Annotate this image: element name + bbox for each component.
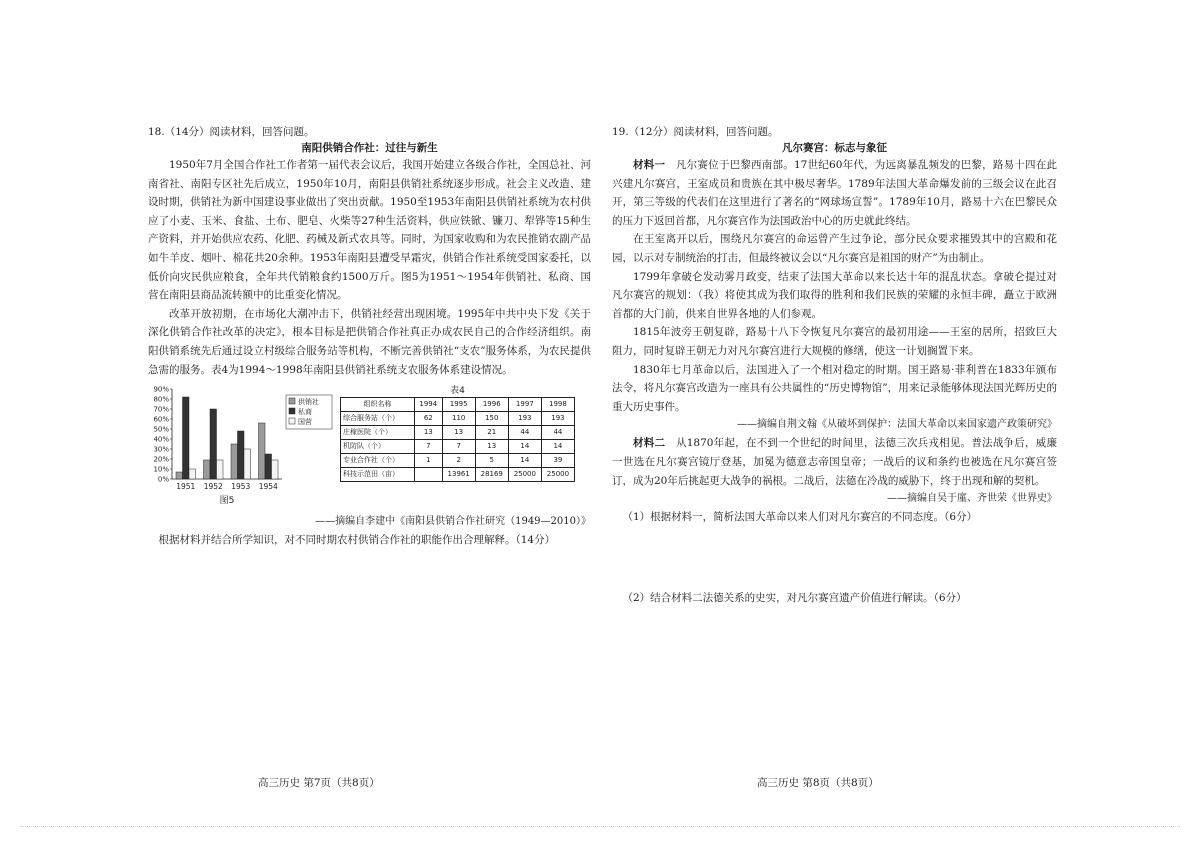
bar — [238, 431, 245, 479]
y-tick-label: 20% — [153, 455, 169, 464]
y-tick-label: 80% — [153, 395, 169, 404]
table-cell: 13 — [414, 426, 442, 440]
bar — [183, 397, 190, 479]
q19-task-1: （1）根据材料一，简析法国大革命以来人们对凡尔赛宫的不同态度。（6分） — [622, 511, 978, 524]
bar — [210, 409, 217, 479]
scan-edge-line — [20, 826, 1180, 827]
table-row — [341, 468, 575, 482]
q19-material-1-paragraph-4: 1815年波旁王朝复辟，路易十八下令恢复凡尔赛宫的最初用途——王室的居所，招致巨大阻力，同时复辟王朝无力对凡尔赛宫进行大规模的修缮，使这一计划搁置下来。 — [612, 326, 1057, 357]
table-header-cell: 1995 — [442, 398, 475, 412]
table-header-cell: 组织名称 — [341, 398, 415, 412]
table-cell — [414, 468, 442, 482]
table-4-title: 表4 — [450, 386, 465, 397]
figure-5-caption: 图5 — [219, 496, 235, 507]
table-cell: 193 — [541, 412, 574, 426]
q19-title: 凡尔赛宫：标志与象征 — [782, 142, 887, 154]
legend-swatch — [289, 408, 295, 414]
table-4-grid — [340, 397, 575, 482]
table-cell: 7 — [414, 440, 442, 454]
legend-swatch — [289, 398, 295, 404]
table-cell: 150 — [475, 412, 508, 426]
table-cell: 13 — [475, 440, 508, 454]
x-tick-label: 1953 — [231, 482, 251, 492]
bar — [244, 449, 251, 479]
table-cell: 14 — [541, 440, 574, 454]
q19-task-2: （2）结合材料二法德关系的史实，对凡尔赛宫遗产价值进行解读。（6分） — [622, 591, 967, 604]
q18-title: 南阳供销合作社：过往与新生 — [301, 142, 438, 154]
material-2-label: 材料二 — [633, 437, 666, 450]
y-tick-label: 70% — [153, 405, 169, 414]
q19-header: 19.（12分）阅读材料，回答问题。 — [612, 126, 779, 138]
table-cell: 庄稼医院（个） — [341, 426, 415, 440]
table-cell: 62 — [414, 412, 442, 426]
table-cell: 25000 — [541, 468, 574, 482]
bar — [231, 444, 238, 479]
table-cell: 110 — [442, 412, 475, 426]
q19-material-1-paragraph-2: 在王室离开以后，围绕凡尔赛宫的命运曾产生过争论，部分民众要求摧毁其中的宫殿和花园，以示对专制统治的打击，但最终被议会以“凡尔赛宫是祖国的财产”为由制止。 — [612, 233, 1057, 264]
table-cell: 28169 — [475, 468, 508, 482]
bar — [204, 460, 211, 479]
table-header-cell: 1994 — [414, 398, 442, 412]
y-tick-label: 90% — [153, 385, 169, 394]
table-cell: 193 — [508, 412, 541, 426]
table-cell: 14 — [508, 440, 541, 454]
y-tick-label: 50% — [153, 425, 169, 434]
q18-task: 根据材料并结合所学知识，对不同时期农村供销合作社的职能作出合理解释。（14分） — [158, 534, 556, 547]
page-footer-right: 高三历史 第8页（共8页） — [757, 777, 879, 789]
table-header-row — [341, 398, 575, 412]
table-cell: 5 — [475, 454, 508, 468]
q19-citation-2: ——摘编自吴于廑、齐世荣《世界史》 — [887, 493, 1057, 505]
bar — [265, 454, 272, 479]
y-tick-label: 40% — [153, 435, 169, 444]
x-tick-label: 1951 — [176, 482, 196, 492]
table-row — [341, 426, 575, 440]
x-tick-label: 1952 — [203, 482, 223, 492]
table-cell: 7 — [442, 440, 475, 454]
table-cell: 21 — [475, 426, 508, 440]
table-4 — [340, 383, 575, 482]
q19-citation-1: ——摘编自荆文翰《从破坏到保护：法国大革命以来国家遗产政策研究》 — [737, 419, 1057, 431]
q19-material-1-paragraph-5: 1830年七月革命以后，法国进入了一个相对稳定的时期。国王路易·菲利普在1833年颁布法令，将凡尔赛宫改造为一座具有公共属性的“历史博物馆”，用来记录能够体现法国光辉历史的重大历史事件。 — [612, 363, 1057, 413]
q18-header: 18.（14分）阅读材料，回答问题。 — [148, 126, 315, 138]
bar — [176, 472, 183, 479]
table-cell: 44 — [541, 426, 574, 440]
bar — [259, 423, 266, 479]
y-tick-label: 30% — [153, 445, 169, 454]
table-cell: 综合服务站（个） — [341, 412, 415, 426]
bar — [217, 460, 224, 479]
table-cell: 25000 — [508, 468, 541, 482]
q19-material-2 — [612, 434, 1057, 490]
material-1-label: 材料一 — [633, 159, 666, 171]
q18-figures — [148, 383, 591, 513]
legend-label: 国营 — [298, 418, 312, 427]
q18-paragraph-1: 1950年7月全国合作社工作者第一届代表会议后，我国开始建立各级合作社，全国总社、河南省社、南阳专区社先后成立，1950年10月，南阳县供销社系统逐步形成。社会主义改造、建设时期，供销社为新中国建设事业做出了突出贡献。1950至1953年南阳县供销社系统为农村供应了小麦、玉米、食盐、土布、肥皂、火柴等27种生活资料，供应铁锨、镰刀、犁铧等15种生产资料，并开始供应农药、化肥、药械及新式农具等。同时，为国家收购和为农民推销农副产品如牛羊皮、烟叶、棉花共20余种。1953年南阳县遭受旱霜灾，供销合作社系统受国家委托，以低价向灾民供应粮食，全年共代销粮食约1500万斤。图5为1951～1954年供销社、私商、国营在南阳县商品流转额中的比重变化情况。 — [148, 159, 591, 302]
question-18 — [148, 124, 591, 550]
table-header-cell: 1997 — [508, 398, 541, 412]
legend-label: 私商 — [298, 408, 312, 417]
q19-material-1-paragraph-3: 1799年拿破仑发动雾月政变，结束了法国大革命以来长达十年的混乱状态。拿破仑提过对凡尔赛宫的规划：（我）将使其成为我们取得的胜利和我们民族的荣耀的永恒丰碑，矗立于欧洲首都的大门前，供来自世界各地的人们参观。 — [612, 270, 1057, 320]
table-cell: 14 — [508, 454, 541, 468]
table-header-cell: 1998 — [541, 398, 574, 412]
q18-paragraph-2: 改革开放初期，在市场化大潮冲击下，供销社经营出现困境。1995年中共中央下发《关于深化供销合作社改革的决定》，根本目标是把供销合作社真正办成农民自己的合作经济组织。南阳供销系统先后通过设立村级综合服务站等机构，不断完善供销社“支农”服务体系，为农民提供急需的服务。表4为1994～1998年南阳县供销社系统支农服务体系建设情况。 — [148, 307, 591, 376]
table-cell: 1 — [414, 454, 442, 468]
material-2-text: 从1870年起，在不到一个世纪的时间里，法德三次兵戎相见。普法战争后，威廉一世选在凡尔赛宫镜厅登基，加冕为德意志帝国皇帝；一战后的议和条约也被选在凡尔赛宫签订，成为20年后挑起更大战争的祸根。二战后，法德在冷战的威胁下，终于出现和解的契机。 — [612, 437, 1058, 487]
y-tick-label: 0% — [157, 475, 169, 484]
q19-material-1-paragraph-1 — [612, 156, 1057, 230]
table-cell: 机防队（个） — [341, 440, 415, 454]
question-19 — [612, 124, 1057, 607]
x-tick-label: 1954 — [258, 482, 278, 492]
q18-citation: ——摘编自李建中《南阳县供销合作社研究（1949—2010）》 — [315, 516, 591, 528]
table-row — [341, 454, 575, 468]
table-cell: 13961 — [442, 468, 475, 482]
bar — [272, 460, 279, 479]
table-cell: 39 — [541, 454, 574, 468]
legend-swatch — [289, 418, 295, 424]
table-row — [341, 412, 575, 426]
page-footer-left: 高三历史 第7页（共8页） — [258, 777, 380, 789]
material-1-text: 凡尔赛位于巴黎西南部。17世纪60年代，为远离暴乱频发的巴黎，路易十四在此兴建凡尔赛宫，王室成员和贵族在其中极尽奢华。1789年法国大革命爆发前的三级会议在此召开，第三等级的代表们在这里进行了著名的“网球场宣誓”。1789年10月，路易十六在巴黎民众的压力下返回首都，凡尔赛宫作为法国政治中心的历史就此终结。 — [612, 159, 1058, 227]
table-cell: 专业合作社（个） — [341, 454, 415, 468]
y-tick-label: 10% — [153, 465, 169, 474]
table-cell: 13 — [442, 426, 475, 440]
legend-label: 供销社 — [298, 398, 319, 407]
table-cell: 科技示范田（亩） — [341, 468, 415, 482]
bar — [189, 469, 196, 479]
table-cell: 44 — [508, 426, 541, 440]
figure-5-bar-chart — [148, 385, 336, 511]
table-row — [341, 440, 575, 454]
y-tick-label: 60% — [153, 415, 169, 424]
table-cell: 2 — [442, 454, 475, 468]
table-header-cell: 1996 — [475, 398, 508, 412]
